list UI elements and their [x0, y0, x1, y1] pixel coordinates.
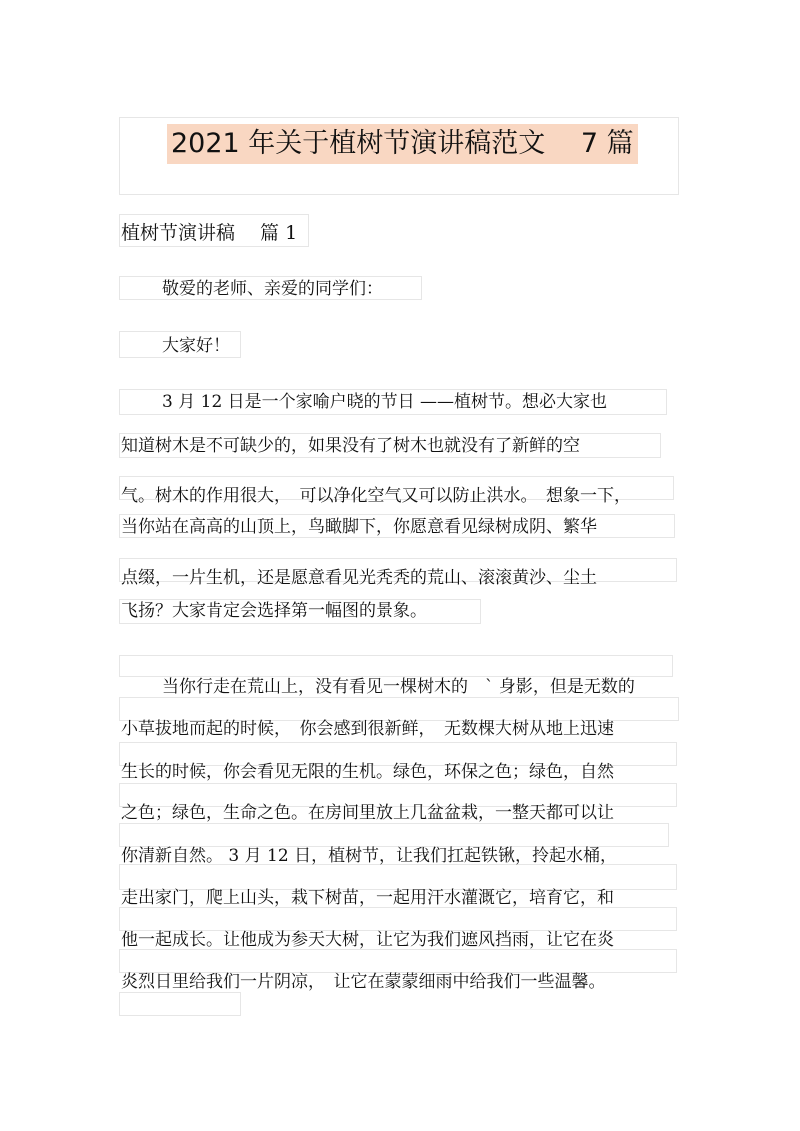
paragraph-line: 飞扬？大家肯定会选择第一幅图的景象。 [121, 601, 427, 621]
paragraph-line: 知道树木是不可缺少的，如果没有了树木也就没有了新鲜的空 [121, 436, 580, 456]
paragraph-line: 生长的时候，你会看见无限的生机。绿色，环保之色；绿色，自然 [121, 762, 614, 782]
paragraph-line: 之色；绿色，生命之色。在房间里放上几盆盆栽，一整天都可以让 [121, 803, 614, 823]
greeting-line: 敬爱的老师、亲爱的同学们： [162, 279, 383, 299]
paragraph-line: 他一起成长。让他成为参天大树，让它为我们遮风挡雨，让它在炎 [121, 930, 614, 950]
paragraph-line: 你清新自然。 3 月 12 日，植树节，让我们扛起铁锹，拎起水桶， [121, 846, 618, 866]
paragraph-line: 点缀，一片生机，还是愿意看见光秃秃的荒山、滚滚黄沙、尘土 [121, 568, 597, 588]
section-heading: 植树节演讲稿 篇 1 [121, 222, 298, 244]
paragraph-line: 3 月 12 日是一个家喻户晓的节日 ——植树节。想必大家也 [162, 392, 608, 412]
paragraph-line: 小草拔地而起的时候， 你会感到很新鲜， 无数棵大树从地上迅速 [121, 719, 614, 739]
paragraph-line: 气。树木的作用很大， 可以净化空气又可以防止洪水。 想象一下， [121, 486, 631, 506]
paragraph-line: 走出家门，爬上山头，栽下树苗，一起用汗水灌溉它，培育它，和 [121, 888, 614, 908]
hello-line: 大家好！ [162, 336, 230, 356]
line-frame [119, 992, 241, 1016]
document-title: 2021 年关于植树节演讲稿范文 7 篇 [167, 124, 638, 164]
paragraph-line: 当你站在高高的山顶上，鸟瞰脚下，你愿意看见绿树成阴、繁华 [121, 517, 597, 537]
paragraph-line: 炎烈日里给我们一片阴凉， 让它在蒙蒙细雨中给我们一些温馨。 [121, 972, 606, 992]
paragraph-line: 当你行走在荒山上，没有看见一棵树木的 ` 身影，但是无数的 [162, 677, 635, 697]
